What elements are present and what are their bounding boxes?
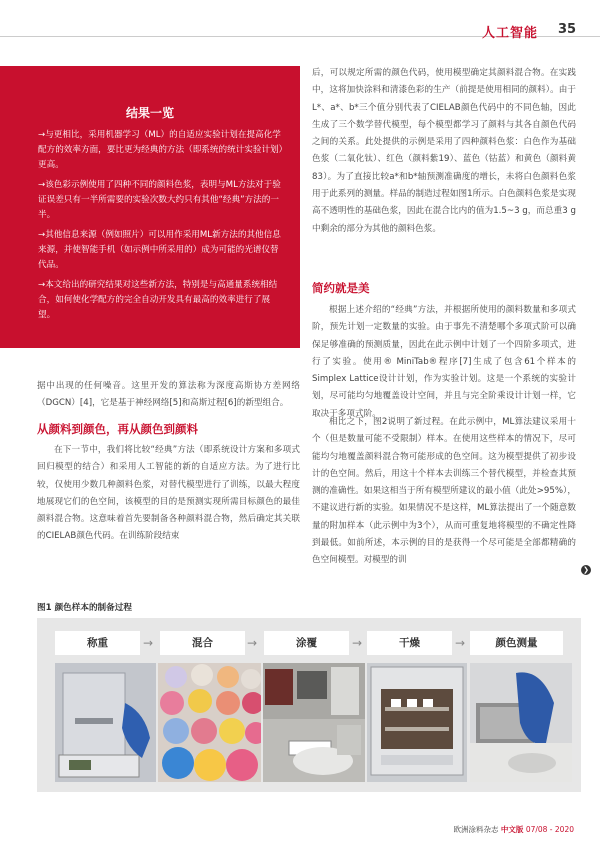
- right-para-1: 后，可以规定所需的颜色代码，使用模型确定其颜料混合物。在实践中，这将加快涂料和清漆色彩的生产（前提是使用相同的颜料）。由于L*、a*、b*三个值分别代表了CIELAB颜色代码中的不同色轴，因此生成了三个数学替代模型，每个模型都学习了颜料与其各自颜色代码之间的关系。此处提供的示例是采用了四种颜料色浆：白色作为基础色浆（二氧化钛）、红色（颜料紫19）、蓝色（钴蓝）和黄色（颜料黄83）。为了直接比较a*和b*轴预测准确度的增长，未将白色颜料色浆用于此系列的测量。样品的制造过程如图1所示。白色颜料色浆是实现高不透明性的基础色浆，因此在混合比内的值为1.5~3 g，而总重3 g中剩余的部分为其他的颜料色浆。: [312, 68, 576, 234]
- footer-date: 07/08 - 2020: [525, 825, 574, 834]
- summary-item: →与更相比，采用机器学习（ML）的自适应实验计划在提高化学配方的效率方面，要比更为经典的方法（即系统的统计实验计划）更高。: [38, 130, 283, 170]
- step-mixing: 混合: [160, 631, 245, 655]
- photo-coating: [263, 663, 365, 782]
- summary-item: →该色彩示例使用了四种不同的颜料色浆，表明与ML方法对于验证误差只有一半所需要的实验次数大约只有其他“经典”方法的一半。: [38, 180, 281, 220]
- step-weighing: 称重: [55, 631, 140, 655]
- step-drying: 干燥: [367, 631, 452, 655]
- arrow-right-icon: →: [247, 636, 258, 650]
- arrow-right-icon: →: [455, 636, 466, 650]
- right-para-2: 根据上述介绍的“经典”方法，并根据所使用的颜料数量和多项式阶，预先计划一定数量的实验。由于事先不清楚哪个多项式阶可以确保足够准确的预测质量，因此在此示例中计划了一个四阶多项式，进行了实验。使用® MiniTab®程序[7]生成了包含61个样本的Simplex Lattice设计计划，作为实验计划。这是一个系统的实验计划，尽可能均匀地覆盖设计空间，并且与完全阶乘设计计划一样，它取决于多项式阶。: [312, 305, 576, 419]
- step-coating: 涂覆: [264, 631, 349, 655]
- footer: [0, 824, 574, 835]
- summary-item: →其他信息来源（例如照片）可以用作采用ML新方法的其他信息来源，并使智能手机（如示例中所采用的）成为可能的光谱仪替代品。: [38, 230, 281, 270]
- footer-journal: 欧洲涂料杂志: [453, 825, 499, 834]
- page-number: 35: [558, 22, 577, 37]
- step-color-measurement: 颜色测量: [470, 631, 563, 655]
- arrow-right-icon: →: [352, 636, 363, 650]
- figure-caption: 图1 颜色样本的制备过程: [37, 603, 132, 613]
- continue-arrow-icon: ❯: [581, 565, 591, 575]
- left-heading: 从颜料到颜色，再从颜色到颜料: [37, 422, 198, 436]
- section-label: 人工智能: [482, 26, 539, 41]
- right-heading: 简约就是美: [312, 281, 370, 295]
- left-para-2: 在下一节中，我们将比较“经典”方法（即系统设计方案和多项式回归模型的结合）和采用人工智能的新的自适应方法。为了进行比较，仅使用少数几种颜料色浆，对替代模型进行了训练，以最大程度地展现它们的色空间，该模型的目的是预测实现所需目标颜色的最佳颜料混合物。这意味着首先要制备各种颜料混合物，然后确定其关联的CIELAB颜色代码。在训练阶段结束: [37, 445, 300, 542]
- summary-item: →本文给出的研究结果对这些新方法，特别是与高通量系统相结合，如何使化学配方的完全自动开发具有最高的效率进行了展望。: [38, 280, 278, 320]
- photo-color-measurement: [470, 663, 572, 782]
- summary-box: [0, 66, 300, 348]
- summary-title: 结果一览: [125, 106, 174, 120]
- arrow-right-icon: →: [143, 636, 154, 650]
- left-para-1: 据中出现的任何噪音。这里开发的算法称为深度高斯协方差网络（DGCN）[4]，它是基于神经网络[5]和高斯过程[6]的新型组合。: [37, 381, 300, 409]
- footer-edition: 中文版: [500, 825, 524, 834]
- right-para-3: 相比之下，图2说明了新过程。在此示例中，ML算法建议采用十个（但是数量可能不受限制）样本。在使用这些样本的情况下，尽可能均匀地覆盖颜料混合物可能形成的色空间。这为模型提供了初步设计的色空间。然后，用这十个样本去训练三个替代模型，并检查其预测的准确性。如果这相当于所有模型所建议的最小值（此处>95%），不建议进行新的实验。如果情况不是这样，ML算法提出了一个随意数量的附加样本（此示例中为3个），从而可重复地将模型的不确定性降到最低。如前所述，本示例的目的是获得一个尽可能是全部都精确的色空间模型。对模型的训: [312, 417, 576, 566]
- summary-list: [38, 128, 284, 328]
- figure-1: [37, 618, 581, 792]
- photo-weighing: [55, 663, 156, 782]
- photo-mixing: [158, 663, 261, 782]
- photo-drying: [367, 663, 467, 782]
